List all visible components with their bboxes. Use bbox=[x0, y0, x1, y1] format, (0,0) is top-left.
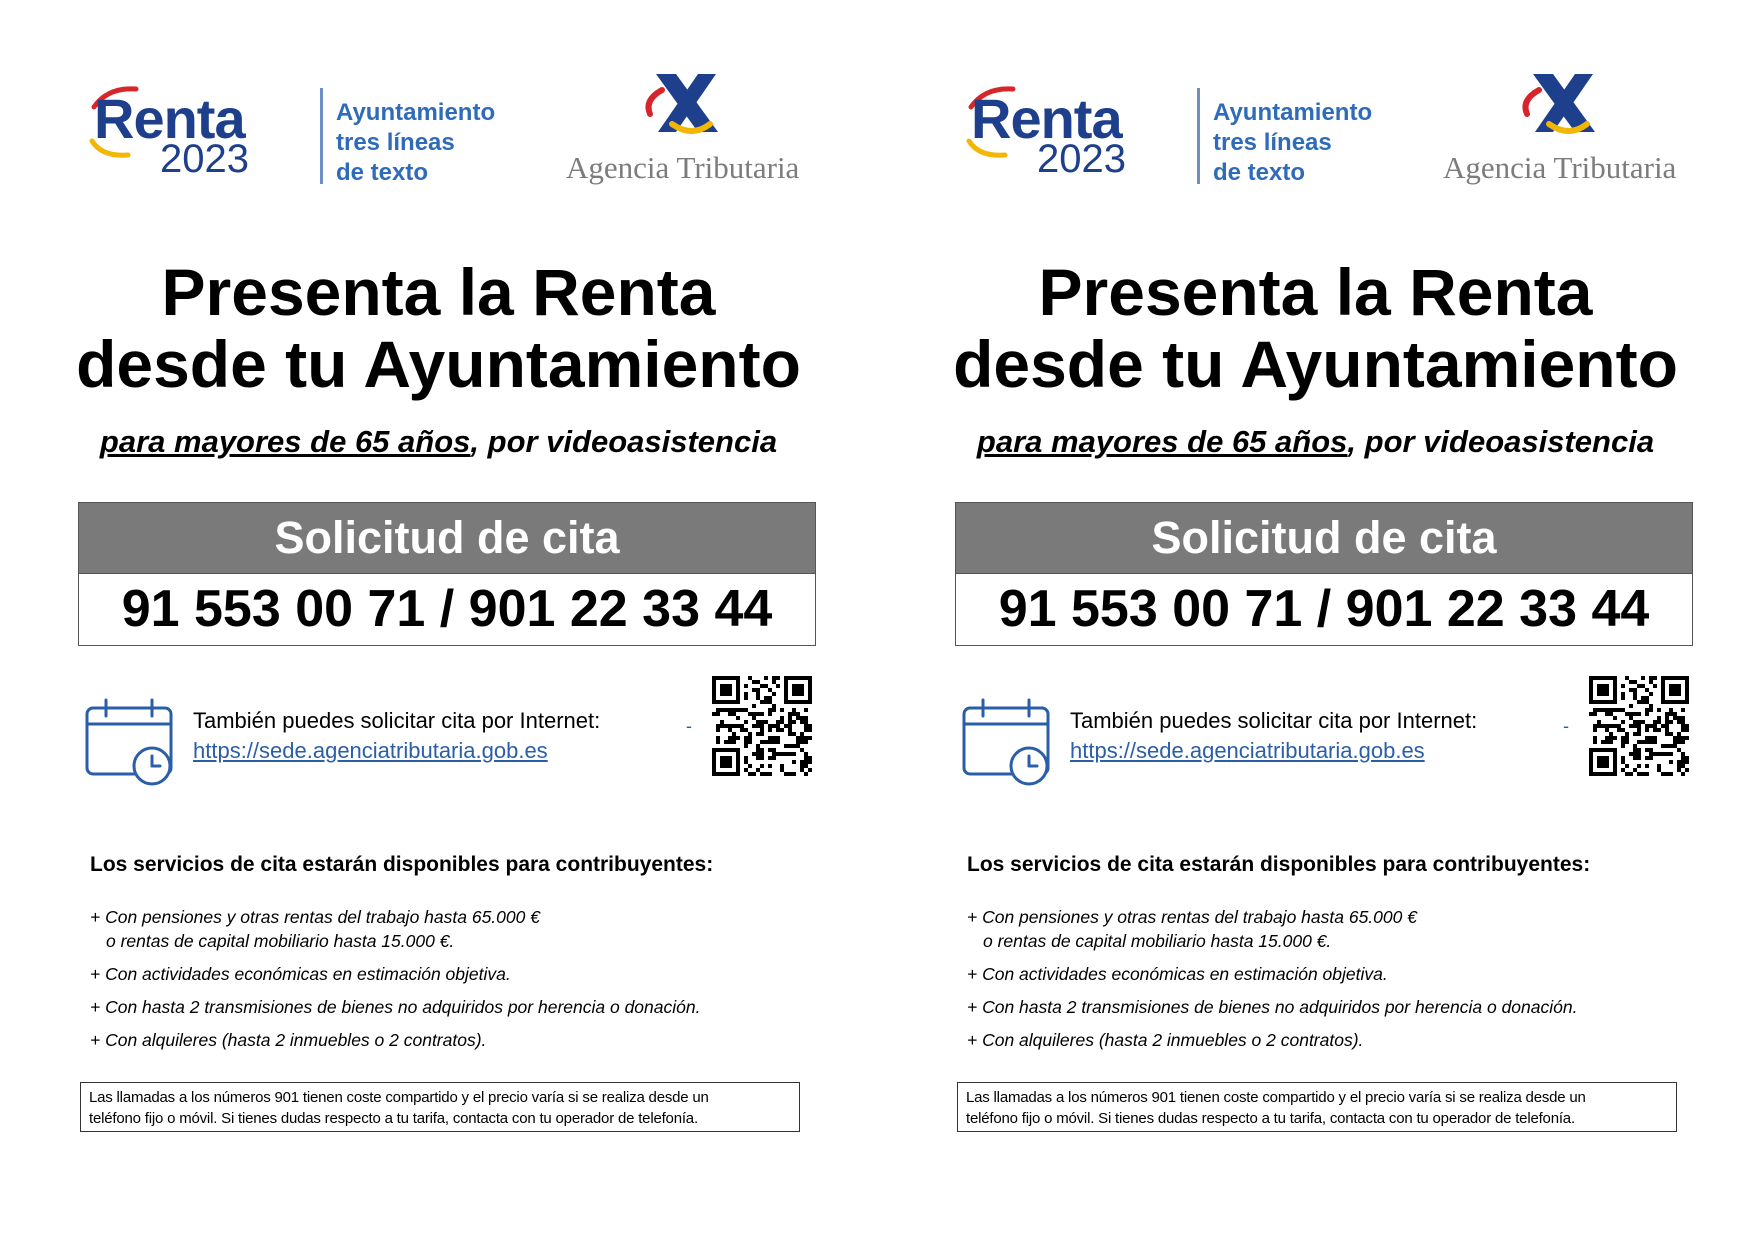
service-line: + Con actividades económicas en estimación objetiva. bbox=[967, 964, 1388, 984]
dash-separator: - bbox=[686, 716, 692, 736]
internet-text: También puedes solicitar cita por Internet: bbox=[193, 708, 601, 733]
renta-year: 2023 bbox=[1037, 137, 1126, 181]
cost-note-box bbox=[957, 1082, 1677, 1132]
ayuntamiento-line: tres líneas bbox=[1213, 129, 1332, 156]
service-line: o rentas de capital mobiliario hasta 15.000 €. bbox=[106, 931, 455, 951]
cita-box bbox=[78, 502, 816, 646]
service-line: + Con alquileres (hasta 2 inmuebles o 2 contratos). bbox=[967, 1030, 1364, 1050]
services-list bbox=[967, 905, 1727, 1061]
qr-code-icon[interactable] bbox=[1589, 676, 1689, 776]
subline-underlined: para mayores de 65 años bbox=[976, 424, 1348, 459]
list-item bbox=[967, 962, 1727, 986]
list-item bbox=[90, 995, 850, 1019]
ayuntamiento-line: de texto bbox=[336, 159, 429, 186]
list-item bbox=[967, 1028, 1727, 1052]
ayuntamiento-line: de texto bbox=[1213, 159, 1306, 186]
list-item bbox=[967, 995, 1727, 1019]
note-line: teléfono fijo o móvil. Si tienes dudas respecto a tu tarifa, contacta con tu operador de telefonía. bbox=[89, 1110, 698, 1127]
renta-word: Renta bbox=[971, 87, 1122, 150]
headline-line-1: Presenta la Renta bbox=[161, 255, 716, 329]
cita-phone-numbers: 91 553 00 71 / 901 22 33 44 bbox=[121, 580, 773, 638]
cita-phone-numbers: 91 553 00 71 / 901 22 33 44 bbox=[998, 580, 1650, 638]
ayuntamiento-name bbox=[336, 98, 536, 188]
internet-info bbox=[193, 706, 600, 766]
note-line: teléfono fijo o móvil. Si tienes dudas respecto a tu tarifa, contacta con tu operador de telefonía. bbox=[966, 1110, 1575, 1127]
aeat-emblem-icon bbox=[1437, 70, 1697, 150]
ayuntamiento-line: Ayuntamiento bbox=[336, 99, 496, 126]
subline bbox=[0, 424, 877, 460]
agency-name: Agencia Tributaria bbox=[1443, 150, 1677, 185]
internet-info bbox=[1070, 706, 1477, 766]
renta-word: Renta bbox=[94, 87, 245, 150]
services-list bbox=[90, 905, 850, 1061]
renta-2023-logo bbox=[965, 85, 1165, 185]
list-item bbox=[90, 962, 850, 986]
calendar-clock-icon bbox=[961, 696, 1053, 788]
ayuntamiento-divider bbox=[1197, 88, 1200, 184]
list-item bbox=[90, 905, 850, 953]
headline-line-2: desde tu Ayuntamiento bbox=[953, 327, 1678, 401]
internet-text: También puedes solicitar cita por Internet: bbox=[1070, 708, 1478, 733]
cita-box bbox=[955, 502, 1693, 646]
cost-note-box bbox=[80, 1082, 800, 1132]
aeat-emblem-icon bbox=[560, 70, 820, 150]
subline-rest: , por videoasistencia bbox=[470, 424, 778, 459]
service-line: + Con actividades económicas en estimación objetiva. bbox=[90, 964, 511, 984]
renta-2023-logo bbox=[88, 85, 288, 185]
agency-name: Agencia Tributaria bbox=[566, 150, 800, 185]
note-line: Las llamadas a los números 901 tienen coste compartido y el precio varía si se realiza desde un bbox=[966, 1089, 1586, 1106]
service-line: + Con alquileres (hasta 2 inmuebles o 2 contratos). bbox=[90, 1030, 487, 1050]
subline-underlined: para mayores de 65 años bbox=[99, 424, 471, 459]
calendar-clock-icon bbox=[84, 696, 176, 788]
service-line: o rentas de capital mobiliario hasta 15.000 €. bbox=[983, 931, 1332, 951]
dash-separator: - bbox=[1563, 716, 1569, 736]
list-item bbox=[967, 905, 1727, 953]
services-title: Los servicios de cita estarán disponibles para contribuyentes: bbox=[967, 853, 1591, 876]
qr-code-icon[interactable] bbox=[712, 676, 812, 776]
subline bbox=[877, 424, 1754, 460]
note-line: Las llamadas a los números 901 tienen coste compartido y el precio varía si se realiza desde un bbox=[89, 1089, 709, 1106]
cita-header: Solicitud de cita bbox=[79, 503, 815, 574]
headline-line-1: Presenta la Renta bbox=[1038, 255, 1593, 329]
list-item bbox=[90, 1028, 850, 1052]
subline-rest: , por videoasistencia bbox=[1347, 424, 1655, 459]
service-line: + Con pensiones y otras rentas del trabajo hasta 65.000 € bbox=[967, 907, 1417, 927]
service-line: + Con hasta 2 transmisiones de bienes no adquiridos por herencia o donación. bbox=[967, 997, 1578, 1017]
renta-year: 2023 bbox=[160, 137, 249, 181]
agencia-tributaria-logo bbox=[560, 70, 820, 190]
ayuntamiento-divider bbox=[320, 88, 323, 184]
headline-line-2: desde tu Ayuntamiento bbox=[76, 327, 801, 401]
ayuntamiento-line: Ayuntamiento bbox=[1213, 99, 1373, 126]
service-line: + Con hasta 2 transmisiones de bienes no adquiridos por herencia o donación. bbox=[90, 997, 701, 1017]
cita-header: Solicitud de cita bbox=[956, 503, 1692, 574]
ayuntamiento-name bbox=[1213, 98, 1413, 188]
services-title: Los servicios de cita estarán disponibles para contribuyentes: bbox=[90, 853, 714, 876]
ayuntamiento-line: tres líneas bbox=[336, 129, 455, 156]
service-line: + Con pensiones y otras rentas del trabajo hasta 65.000 € bbox=[90, 907, 540, 927]
sede-link[interactable]: https://sede.agenciatributaria.gob.es bbox=[1070, 738, 1425, 763]
agencia-tributaria-logo bbox=[1437, 70, 1697, 190]
flyer-right bbox=[877, 0, 1754, 1240]
sede-link[interactable]: https://sede.agenciatributaria.gob.es bbox=[193, 738, 548, 763]
